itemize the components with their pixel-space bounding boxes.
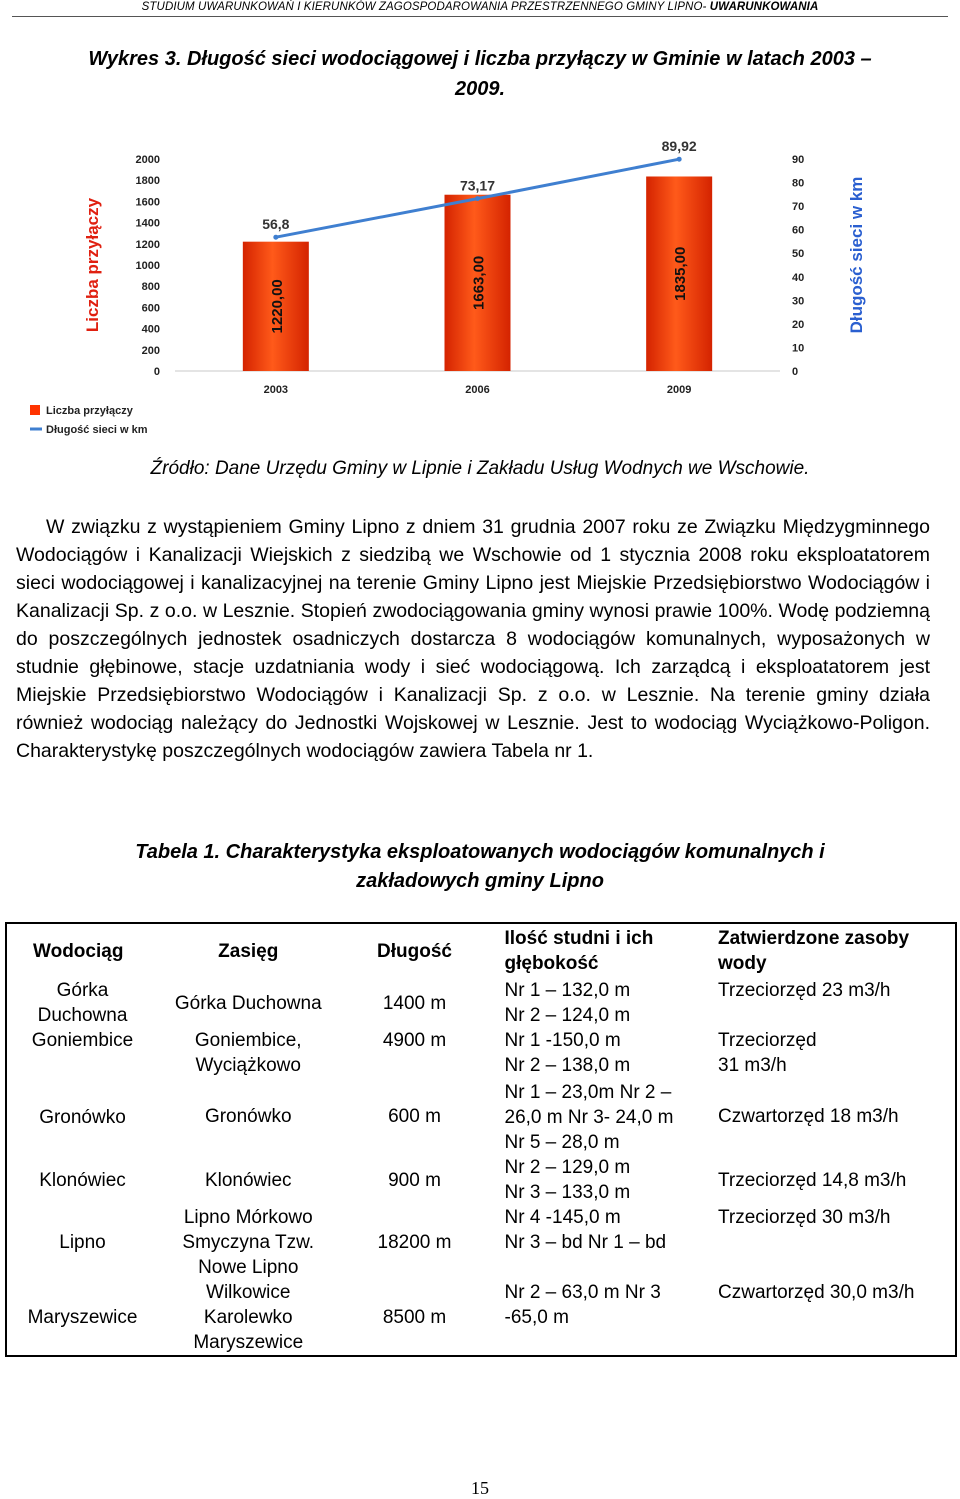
figure-source: Źródło: Dane Urzędu Gminy w Lipnie i Zakładu Usług Wodnych we Wschowie. (150, 458, 810, 479)
y-right-tick-label: 0 (792, 366, 799, 378)
header-studnie: Ilość studni i ich głębokość (504, 928, 654, 974)
cell-dlugosc: 1400 m (382, 992, 447, 1014)
figure-title-line1: Wykres 3. Długość sieci wodociągowej i liczba przyłączy w Gminie w latach 2003 – (88, 48, 872, 70)
legend-swatch-bars (30, 405, 40, 415)
y-left-tick-label: 1400 (135, 217, 160, 230)
waterworks-table (5, 922, 957, 1357)
cell-studnie: Nr 2 – 63,0 m Nr 3 -65,0 m (504, 1282, 661, 1328)
table-row (6, 1205, 956, 1280)
cell-wodociag: Klonówiec (39, 1169, 126, 1191)
table-title-line2: zakładowych gminy Lipno (356, 870, 604, 892)
header-dlugosc: Długość (377, 940, 452, 962)
line-value-label: 56,8 (262, 216, 290, 233)
cell-studnie: Nr 1 – 23,0m Nr 2 – 26,0 m Nr 3- 24,0 m Nr 5 – 28,0 m (504, 1082, 674, 1153)
y-right-axis-title: Długość sieci w km (847, 176, 866, 334)
figure-title (10, 44, 950, 104)
y-left-tick-label: 1800 (135, 175, 160, 188)
body-text (16, 513, 930, 765)
line-point (475, 196, 480, 201)
cell-zasoby: Trzeciorzęd 14,8 m3/h (718, 1169, 907, 1191)
y-right-tick-label: 50 (792, 248, 805, 261)
header-zasieg: Zasięg (218, 940, 279, 962)
cell-zasieg: Klonówiec (204, 1169, 292, 1191)
y-right-tick-label: 10 (792, 342, 805, 355)
y-left-tick-label: 800 (141, 281, 160, 294)
table-title (40, 838, 920, 896)
line-point (677, 157, 682, 162)
y-left-tick-label: 1000 (135, 260, 160, 272)
cell-wodociag: Gronówko (39, 1107, 126, 1128)
cell-dlugosc: 8500 m (382, 1307, 447, 1328)
cell-dlugosc: 4900 m (382, 1030, 447, 1051)
cell-dlugosc: 600 m (388, 1106, 441, 1127)
bar-value-label: 1663,00 (470, 255, 488, 310)
y-left-tick-label: 400 (141, 323, 160, 336)
y-right-tick-label: 30 (792, 295, 805, 308)
bar-value-label: 1220,00 (268, 279, 286, 334)
cell-wodociag: Lipno (59, 1232, 106, 1253)
legend-label-bars: Liczba przyłączy (46, 405, 133, 417)
table-row (6, 1155, 956, 1205)
cell-zasoby: Czwartorzęd 30,0 m3/h (718, 1282, 915, 1303)
table-header-row (6, 923, 956, 978)
running-header-emph: UWARUNKOWANIA (709, 1, 819, 13)
y-right-tick-label: 60 (792, 224, 805, 237)
cell-wodociag: Górka Duchowna (37, 980, 128, 1026)
cell-studnie: Nr 1 -150,0 m Nr 2 – 138,0 m (504, 1030, 631, 1076)
cell-zasieg: Lipno Mórkowo Smyczyna Tzw. Nowe Lipno (182, 1207, 315, 1278)
figure-title-line2: 2009. (454, 78, 506, 100)
cell-zasieg: Wilkowice Karolewko Maryszewice (193, 1282, 304, 1353)
line-value-label: 89,92 (661, 138, 697, 155)
x-tick-label: 2006 (465, 384, 490, 396)
y-left-tick-label: 0 (153, 366, 160, 378)
running-header (0, 0, 960, 16)
y-left-tick-label: 2000 (135, 154, 160, 166)
y-right-tick-label: 40 (792, 271, 805, 284)
line-value-label: 73,17 (459, 177, 496, 194)
header-zasoby: Zatwierdzone zasoby wody (718, 928, 910, 974)
cell-zasieg: Górka Duchowna (174, 992, 322, 1014)
running-header-text: STUDIUM UWARUNKOWAŃ I KIERUNKÓW ZAGOSPODAROWANIA PRZESTRZENNEGO GMINY LIPNO- (141, 1, 707, 13)
cell-wodociag: Goniembice (31, 1030, 134, 1051)
cell-dlugosc: 18200 m (377, 1232, 452, 1253)
header-rule (12, 16, 948, 17)
cell-zasieg: Goniembice, Wyciążkowo (194, 1030, 302, 1076)
table-row (6, 1028, 956, 1078)
network-chart (46, 135, 866, 445)
table-title-line1: Tabela 1. Charakterystyka eksploatowanych wodociągów komunalnych i (135, 841, 825, 863)
cell-studnie: Nr 2 – 129,0 m Nr 3 – 133,0 m (504, 1157, 631, 1203)
table-row (6, 1280, 956, 1356)
line-point (273, 235, 278, 240)
legend-label-line: Długość sieci w km (46, 424, 148, 436)
cell-zasoby: Trzeciorzęd 30 m3/h (718, 1207, 891, 1228)
cell-studnie: Nr 1 – 132,0 m Nr 2 – 124,0 m (504, 980, 631, 1026)
y-left-tick-label: 200 (141, 344, 160, 357)
y-right-tick-label: 90 (792, 154, 805, 166)
cell-zasoby: Trzeciorzęd 31 m3/h (718, 1030, 817, 1076)
cell-wodociag: Maryszewice (27, 1307, 138, 1328)
cell-dlugosc: 900 m (388, 1169, 441, 1191)
body-paragraph: W związku z wystąpieniem Gminy Lipno z dniem 31 grudnia 2007 roku ze Związku Międzygminnego Wodociągów i Kanalizacji Wiejskich z siedzibą we Wschowie od 1 stycznia 2008 roku eksploatatorem sieci wodociągowej i kanalizacyjnej na terenie Gminy Lipno jest Miejskie Przedsiębiorstwo Wodociągów i Kanalizacji Sp. z o.o. w Lesznie. Stopień zwodociągowania gminy wynosi prawie 100%. Wodę podziemną do poszczególnych jednostek osadniczych dostarcza 8 wodociągów komunalnych, wyposażonych w studnie głębinowe, stacje uzdatniania wody i sieć wodociągową. Ich zarządcą i eksploatatorem jest Miejskie Przedsiębiorstwo Wodociągów i Kanalizacji Sp. z o.o. w Lesznie. Na terenie gminy działa również wodociąg należący do Jednostki Wojskowej w Lesznie. Jest to wodociąg Wyciążkowo-Poligon. Charakterystykę poszczególnych wodociągów zawiera Tabela nr 1. (16, 516, 930, 762)
y-right-tick-label: 70 (792, 201, 805, 214)
cell-zasoby: Czwartorzęd 18 m3/h (718, 1106, 899, 1127)
header-wodociag: Wodociąg (33, 940, 124, 962)
y-left-tick-label: 1200 (135, 238, 160, 251)
bar-value-label: 1835,00 (672, 246, 690, 301)
x-tick-label: 2003 (263, 384, 289, 396)
table-row (6, 978, 956, 1028)
cell-zasieg: Gronówko (204, 1106, 292, 1127)
y-left-tick-label: 600 (141, 302, 160, 315)
y-left-tick-label: 1600 (135, 196, 160, 209)
y-right-tick-label: 20 (792, 318, 805, 331)
cell-zasoby: Trzeciorzęd 23 m3/h (718, 980, 891, 1001)
page-number: 15 (471, 1478, 489, 1498)
y-right-tick-label: 80 (792, 177, 805, 190)
table-row (6, 1078, 956, 1155)
x-tick-label: 2009 (666, 384, 692, 396)
cell-studnie: Nr 4 -145,0 m Nr 3 – bd Nr 1 – bd (504, 1207, 667, 1253)
y-left-axis-title: Liczba przyłączy (83, 197, 102, 333)
